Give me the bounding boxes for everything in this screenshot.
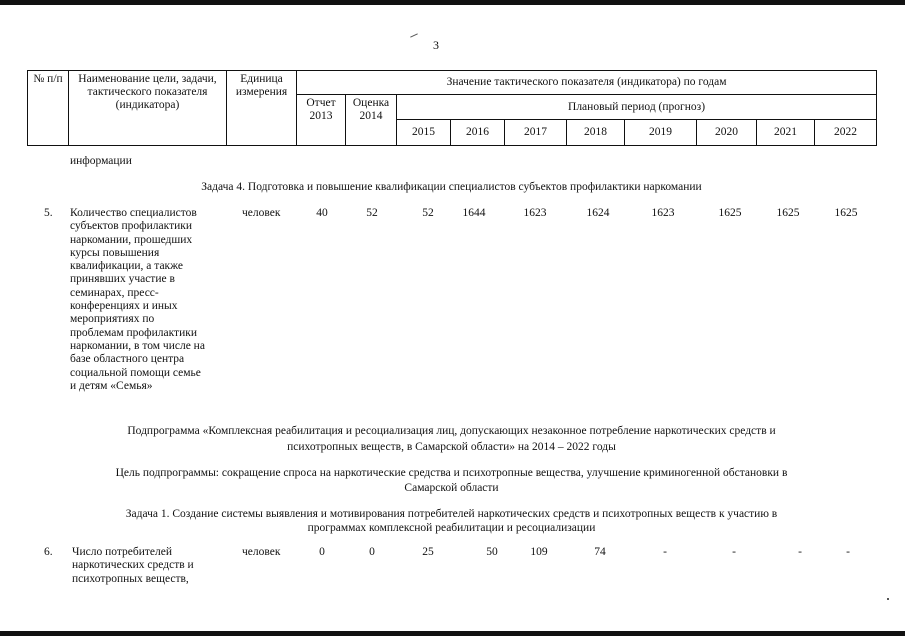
header-year-2020: 2020 bbox=[697, 120, 757, 146]
row5-value-2021: 1625 bbox=[776, 207, 800, 219]
row5-name bbox=[70, 207, 205, 393]
bottom-border bbox=[0, 631, 905, 636]
row5-name-line: Количество специалистов bbox=[70, 207, 197, 219]
row6-value-2017: 109 bbox=[530, 546, 548, 558]
row5-value-2020: 1625 bbox=[718, 207, 742, 219]
header-year-2019: 2019 bbox=[625, 120, 697, 146]
row5-name-line: квалификации, а также bbox=[70, 260, 184, 273]
header-year-2017: 2017 bbox=[505, 120, 567, 146]
row6-value-2021: - bbox=[798, 546, 802, 558]
header-number-cell: № п/п bbox=[28, 71, 69, 146]
header-report-2013: Отчет 2013 bbox=[297, 95, 346, 146]
row6-name-line: Число потребителей bbox=[72, 546, 173, 558]
page-number: 3 bbox=[433, 38, 439, 52]
row5-value-2014: 52 bbox=[366, 207, 378, 219]
row6-unit: человек bbox=[242, 546, 281, 558]
row6-value-2019: - bbox=[663, 546, 667, 558]
row5-number: 5. bbox=[44, 207, 53, 219]
row5-name-line: субъектов профилактики bbox=[70, 220, 192, 233]
row5-name-line: социальной помощи семье bbox=[70, 366, 201, 379]
row6-value-2014: 0 bbox=[369, 546, 375, 558]
row6-value-2015: 25 bbox=[422, 546, 434, 558]
row5-value-2017: 1623 bbox=[523, 207, 547, 219]
header-plan-period: Плановый период (прогноз) bbox=[397, 95, 877, 120]
task1-heading-line-2: программах комплексной реабилитации и ресоциализации bbox=[307, 522, 596, 534]
row5-name-line: принявших участие в bbox=[70, 273, 175, 286]
row5-name-line: и детям «Семья» bbox=[70, 379, 153, 392]
row6-name bbox=[72, 546, 194, 586]
row5-name-line: наркомании, в том числе на bbox=[70, 339, 205, 352]
row5-name-line: семинарах, пресс- bbox=[70, 286, 159, 299]
header-year-2016: 2016 bbox=[451, 120, 505, 146]
row6-number: 6. bbox=[44, 546, 53, 558]
subprogram-title-line-2: психотропных веществ, в Самарской области» на 2014 – 2022 годы bbox=[287, 441, 616, 453]
row6-value-2018: 74 bbox=[594, 546, 606, 558]
row5-name-line: конференциях и иных bbox=[70, 300, 178, 313]
task1-heading-line-1: Задача 1. Создание системы выявления и мотивирования потребителей наркотических средств и психотропных веществ к участию в bbox=[125, 508, 778, 520]
header-year-2018: 2018 bbox=[567, 120, 625, 146]
row5-name-line: мероприятиях по bbox=[70, 313, 155, 326]
row5-value-2013: 40 bbox=[316, 207, 328, 219]
subprogram-goal-line-2: Самарской области bbox=[404, 482, 499, 494]
row5-value-2018: 1624 bbox=[586, 207, 610, 219]
header-year-2022: 2022 bbox=[815, 120, 877, 146]
continuation-text: информации bbox=[70, 155, 132, 167]
subprogram-title-line-1: Подпрограмма «Комплексная реабилитация и ресоциализация лиц, допускающих незаконное потребление наркотических средств и bbox=[127, 425, 776, 437]
row6-name-line: наркотических средств и bbox=[72, 559, 194, 572]
row5-name-line: базе областного центра bbox=[70, 353, 185, 366]
row5-value-2019: 1623 bbox=[651, 207, 675, 219]
top-border bbox=[0, 0, 905, 5]
row6-value-2013: 0 bbox=[319, 546, 325, 558]
row5-value-2022: 1625 bbox=[834, 207, 858, 219]
row6-value-2022: - bbox=[846, 546, 850, 558]
header-values-title: Значение тактического показателя (индикатора) по годам bbox=[297, 71, 877, 95]
row6-value-2020: - bbox=[732, 546, 736, 558]
row5-name-line: наркомании, прошедших bbox=[70, 233, 193, 246]
task4-heading: Задача 4. Подготовка и повышение квалификации специалистов субъектов профилактики наркомании bbox=[201, 181, 702, 193]
row6-value-2016: 50 bbox=[486, 546, 498, 558]
row5-unit: человек bbox=[242, 207, 281, 219]
subprogram-goal-line-1: Цель подпрограммы: сокращение спроса на наркотические средства и психотропные вещества, улучшение криминогенной обстановки в bbox=[115, 467, 788, 479]
row5-value-2016: 1644 bbox=[462, 207, 486, 219]
row5-name-line: проблемам профилактики bbox=[70, 326, 197, 339]
row5-name-line: курсы повышения bbox=[70, 246, 160, 259]
header-name-cell: Наименование цели, задачи, тактического показателя (индикатора) bbox=[69, 71, 227, 146]
header-unit-cell: Единица измерения bbox=[227, 71, 297, 146]
scan-mark bbox=[887, 598, 889, 600]
indicator-table-header bbox=[27, 70, 877, 146]
scan-mark bbox=[410, 33, 418, 37]
row5-value-2015: 52 bbox=[422, 207, 434, 219]
header-year-2021: 2021 bbox=[757, 120, 815, 146]
header-year-2015: 2015 bbox=[397, 120, 451, 146]
header-estimate-2014: Оценка 2014 bbox=[346, 95, 397, 146]
row6-name-line: психотропных веществ, bbox=[72, 572, 189, 585]
